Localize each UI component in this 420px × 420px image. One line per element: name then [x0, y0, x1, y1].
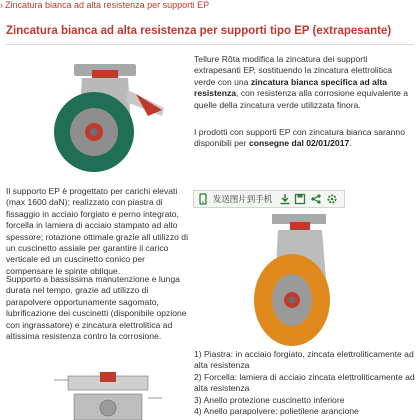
share-icon[interactable] — [310, 193, 323, 206]
intro-text-a: Tellure Rôta modifica la zincatura dei supporti extrapesanti EP, sostituendo la zincatura elettrolitica verde con una — [194, 54, 393, 87]
send-to-phone-icon[interactable] — [197, 193, 210, 206]
intro-paragraph-2 — [194, 127, 410, 150]
availability-text: I prodotti con supporti EP con zincatura bianca saranno disponibili per — [194, 127, 405, 149]
breadcrumb-link[interactable]: Zincatura bianca ad alta resistenza per supporti EP — [5, 0, 210, 10]
download-icon[interactable] — [278, 193, 291, 206]
intro-text-c: , con resistenza alla corrosione equivalente a quelle della zincatura verde utilizzata finora. — [194, 88, 409, 110]
components-list — [194, 349, 416, 417]
caster-orange-image — [238, 208, 350, 353]
title-divider — [6, 44, 414, 45]
intro-text-bold: zincatura bianca specifica ad alta resistenza — [194, 76, 387, 99]
breadcrumb[interactable] — [0, 0, 420, 12]
intro-paragraph-1 — [194, 54, 410, 111]
list-item: 1) Piastra: in acciaio forgiato, zincata elettroliticamente ad alta resistenza — [194, 349, 414, 371]
description-paragraph-2: Supporto a bassissima manutenzione e lunga durata nel tempo, grazie ad utilizzo di parapolvere opportunamente sagomato, lubrificazione dei cuscinetti (disponibile opzione con ingrassatore) e zincatura elettrolitica ad altissima resistenza contro la corrosione. — [6, 274, 187, 342]
settings-gear-icon[interactable] — [325, 193, 338, 206]
availability-period: . — [349, 138, 352, 149]
technical-drawing-image — [48, 368, 168, 420]
page-title: Zincatura bianca ad alta resistenza per supporti tipo EP (extrapesante) — [6, 25, 392, 37]
image-toolbar[interactable] — [193, 190, 345, 208]
save-icon[interactable] — [294, 193, 307, 206]
list-item: 4) Anello parapolvere: polietilene arancione — [194, 406, 359, 417]
delivery-date: consegne dal 02/01/2017 — [248, 138, 350, 149]
breadcrumb-arrow-icon: › — [0, 0, 3, 10]
list-item: 3) Anello protezione cuscinetto inferiore — [194, 394, 345, 405]
send-to-phone-label[interactable]: 发送图片到手机 — [212, 194, 273, 204]
list-item: 2) Forcella: lamiera di acciaio zincata elettroliticamente ad alta resistenza — [194, 371, 415, 394]
caster-green-image — [44, 50, 174, 175]
description-paragraph-1: Il supporto EP è progettato per carichi elevati (max 1600 daN); realizzato con piastra di fissaggio in acciaio forgiato e perno integrato, forcella in lamiera di acciaio stampato ad alto spessore; rotazione ottimale grazie all utilizzo di un cuscinetto assiale per garantire il carico verticale ed un cuscinetto conico per compensare le spinte oblique. — [6, 186, 188, 276]
